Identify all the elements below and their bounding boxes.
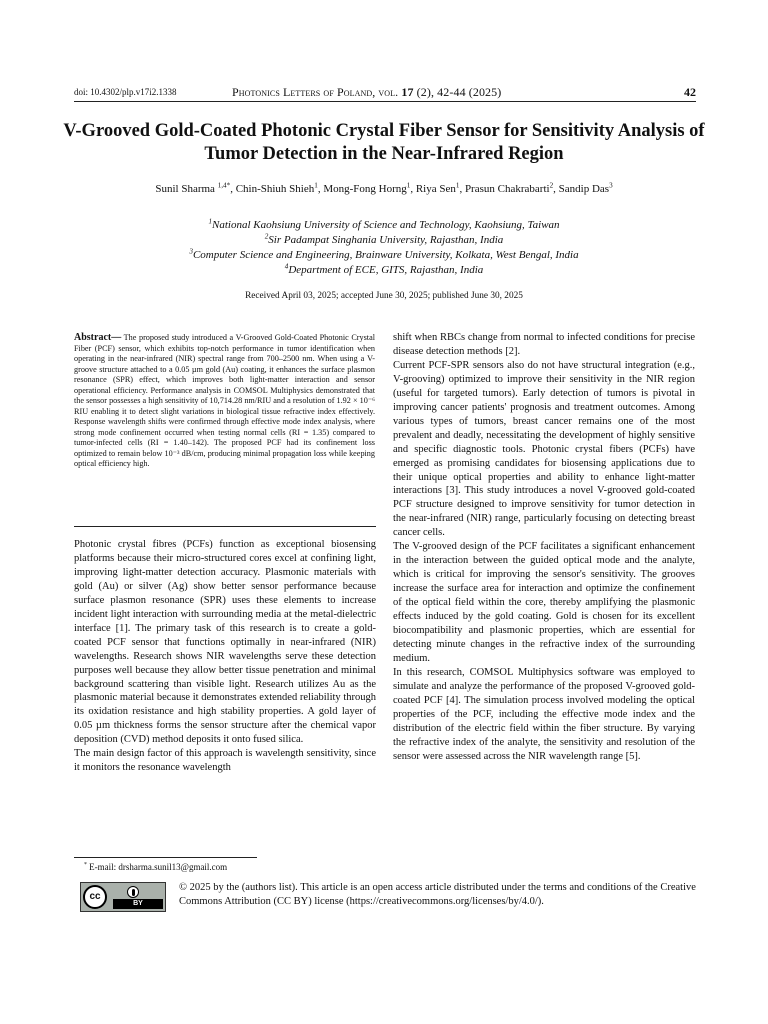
journal-name <box>232 85 501 100</box>
author: Sunil Sharma $^{1,4*}$, <box>155 181 236 195</box>
paragraph: The V-grooved design of the PCF facilitates a significant enhancement in the interaction between the guided optical mode and the analyte, which is critical for improving the sensor's sensitivity. The grooves increase the surface area for interaction and optimize the confinement of the optical field within the core, thereby amplifying the plasmonic effects induced by the gold coating. Gold is chosen for its excellent biocompatibility and plasmonic properties, which are essential for detecting minute changes in the refractive index of the surrounding medium. <box>393 541 695 664</box>
author-list <box>60 183 708 195</box>
affiliation: $^3$Computer Science and Engineering, Brainware University, Kolkata, West Bengal, India <box>189 247 579 261</box>
license-text: © 2025 by the (authors list). This article is an open access article distributed under the terms and conditions of the Creative Commons Attribution (CC BY) license (https://creativecommons.org/licenses/by/4.0/). <box>179 882 696 907</box>
by-label: BY <box>113 899 163 909</box>
left-column <box>74 538 376 775</box>
author: Sandip Das$^3$ <box>558 181 613 195</box>
attribution-person-icon <box>127 886 139 898</box>
journal-title: Photonics Letters of Poland, vol. <box>232 85 402 99</box>
author: Riya Sen$^1$, <box>415 181 465 195</box>
received-dates: Received April 03, 2025; accepted June 30, 2025; published June 30, 2025 <box>245 291 523 301</box>
paragraph: In this research, COMSOL Multiphysics software was employed to simulate and analyze the performance of the proposed V-grooved gold-coated PCF [4]. The simulation process involved modeling the optical properties of the PCF, including the effective mode index and the distribution of the electric field within the fiber structure. By varying the refractive index of the analyte, the sensitivity and resolution of the sensor were assessed across the NIR wavelength range [5]. <box>393 666 695 762</box>
author: Chin-Shiuh Shieh$^1$, <box>235 181 324 195</box>
abstract-text: The proposed study introduced a V-Grooved Gold-Coated Photonic Crystal Fiber (PCF) sensor, which exhibits top-notch performance in tumor identification when operating in the near-infrared (NIR) spectral range from 700–2500 nm. When using a V-groove structure attached to a 0.05 µm gold (Au) coating, it enhances the surface plasmon resonance (SPR) effect, which improves both light-matter interaction and sensor operational efficiency. Performance analysis in COMSOL Multiphysics demonstrated that the sensor possesses a high sensitivity of 10,714.28 nm/RIU and a resolution of 1.92 × 10⁻⁶ RIU enabling it to detect slight variations in biological tissue refractive index effectively. Response wavelength shifts were confirmed through effective mode index analysis, where strong mode confinement occurred when testing normal cells (RI = 1.35) compared to tumor-infected cells (RI = 1.40–142). The proposed PCF had its confinement loss optimized to remain below 10⁻³ dB/cm, producing minimal propagation loss while keeping optical efficiency high. <box>74 333 375 468</box>
abstract-label: Abstract— <box>74 332 122 343</box>
affiliation: $^1$National Kaohsiung University of Science and Technology, Kaohsiung, Taiwan <box>208 217 560 231</box>
abstract <box>74 333 375 470</box>
journal-volume: 17 <box>401 85 414 99</box>
page-number: 42 <box>684 85 696 99</box>
cc-icon: cc <box>83 885 107 909</box>
running-header <box>74 86 696 102</box>
abstract-rule <box>74 526 376 527</box>
affiliations <box>60 218 708 278</box>
affiliation: $^2$Sir Padampat Singhania University, Rajasthan, India <box>264 232 504 246</box>
footnote-rule <box>74 857 257 858</box>
affiliation: $^4$Department of ECE, GITS, Rajasthan, India <box>284 262 484 276</box>
paragraph: shift when RBCs change from normal to infected conditions for precise disease detection methods [2]. <box>393 332 695 357</box>
paragraph: Current PCF-SPR sensors also do not have structural integration (e.g., V-grooving) optimized to improve their sensitivity in the NIR region (useful for targeted tumors). Early detection of tumors is pivotal in improving cancer patients' prognosis and treatment outcomes. Among various types of tumors, breast cancer remains one of the most prevalent and deadly, necessitating the development of highly sensitive and specific diagnostic tools. Photonic crystal fibers (PCFs) have emerged as promising candidates for biosensing applications due to their unique optical properties and ability to enhance light-matter interactions [3]. This study introduces a novel V-grooved gold-coated PCF structure designed to improve sensitivity for tumor detection in the near-infrared (NIR) range, particularly focusing on detecting breast cancer cells. <box>393 359 695 539</box>
author: Prasun Chakrabarti$^2$, <box>464 181 559 195</box>
right-column <box>393 331 695 764</box>
paper-title: V-Grooved Gold-Coated Photonic Crystal Fiber Sensor for Sensitivity Analysis of Tumor Detection in the Near-Infrared Region <box>63 121 705 164</box>
journal-issue-pages: (2), 42-44 (2025) <box>413 85 502 99</box>
header-rule <box>74 101 696 102</box>
footnote-email: * E-mail: drsharma.sunil13@gmail.com <box>84 862 228 872</box>
paragraph: Photonic crystal fibres (PCFs) function as exceptional biosensing platforms because their micro-structured cores excel at confining light, improving light-matter detection accuracy. Plasmonic materials with gold (Au) or silver (Ag) show better sensor performance because surface plasmon resonance (SPR) uses these elements to increase incident light interaction with surrounding media at the metal-dielectric interface [1]. The primary task of this research is to create a gold-coated PCF sensor that functions optimally in near-infrared (NIR) wavelengths. Research shows NIR wavelengths serve these detection purposes well because they allow better tissue penetration and minimal background scattering than visible light. Research utilizes Au as the plasmonic material because it demonstrates extended reliability through its oxidation resistance and high stability properties. A gold layer of 0.05 µm thickness forms the sensor structure after the chemical vapor deposition (CVD) method deposits it onto fused silica. <box>74 539 376 746</box>
doi: doi: 10.4302/plp.v17i2.1338 <box>74 87 177 97</box>
paragraph: The main design factor of this approach is wavelength sensitivity, since it monitors the resonance wavelength <box>74 748 376 774</box>
cc-by-license-badge[interactable] <box>80 882 166 912</box>
author: Mong-Fong Horng$^1$, <box>323 181 416 195</box>
